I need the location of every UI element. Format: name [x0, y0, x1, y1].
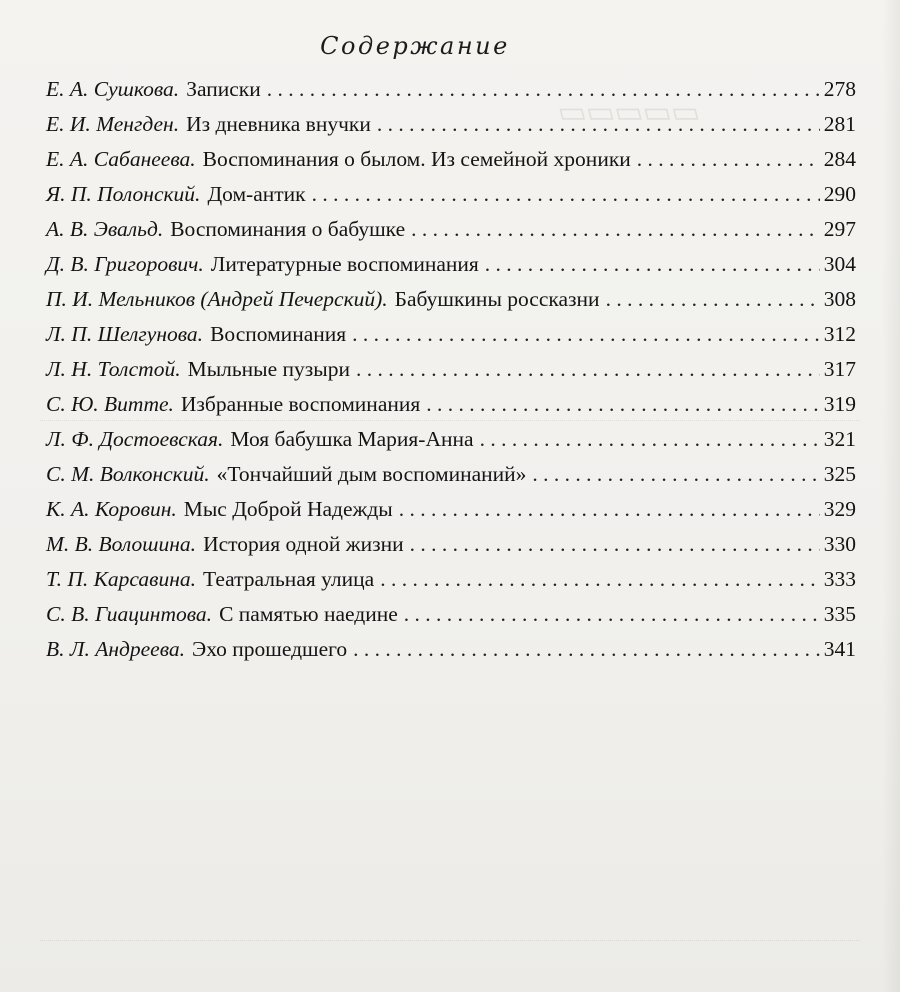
toc-entry[interactable]: [46, 492, 856, 527]
toc-title: Моя бабушка Мария-Анна: [230, 427, 474, 451]
toc-entry[interactable]: [46, 107, 856, 142]
toc-page-number: 329: [823, 497, 856, 521]
dot-leader: [377, 107, 820, 142]
toc-title: Записки: [186, 77, 261, 101]
dot-leader: [267, 72, 820, 107]
toc-title: История одной жизни: [203, 532, 404, 556]
toc-entry[interactable]: [46, 352, 856, 387]
toc-author: В. Л. Андреева.: [46, 637, 186, 661]
toc-page-number: 284: [823, 147, 856, 171]
show-through-heading: ▭▭▭▭▭: [560, 96, 702, 129]
toc-page-number: 341: [823, 637, 856, 661]
toc-page-number: 304: [823, 252, 856, 276]
toc-author: Е. А. Сушкова.: [46, 77, 180, 101]
toc-entry[interactable]: [46, 632, 856, 667]
dot-leader: [426, 387, 819, 422]
toc-entry[interactable]: [46, 142, 856, 177]
toc-title: Мыс Доброй Надежды: [183, 497, 393, 521]
toc-author: М. В. Волошина.: [46, 532, 197, 556]
toc-entry[interactable]: [46, 527, 856, 562]
toc-title: Воспоминания: [210, 322, 347, 346]
dot-leader: [532, 457, 819, 492]
toc-author: А. В. Эвальд.: [46, 217, 164, 241]
dot-leader: [353, 632, 820, 667]
toc-page-number: 290: [823, 182, 856, 206]
dot-leader: [480, 422, 820, 457]
toc-author: Л. Ф. Достоевская.: [46, 427, 224, 451]
dot-leader: [411, 212, 820, 247]
dot-leader: [410, 527, 820, 562]
toc-entry[interactable]: [46, 247, 856, 282]
toc-author: П. И. Мельников (Андрей Печерский).: [46, 287, 388, 311]
toc-entry[interactable]: [46, 562, 856, 597]
toc-entry[interactable]: [46, 72, 856, 107]
toc-page-number: 308: [823, 287, 856, 311]
toc-title: Воспоминания о былом. Из семейной хроники: [202, 147, 631, 171]
toc-title: Избранные воспоминания: [180, 392, 421, 416]
toc-page-number: 312: [823, 322, 856, 346]
dot-leader: [312, 177, 820, 212]
dot-leader: [485, 247, 820, 282]
toc-author: Е. И. Менгден.: [46, 112, 180, 136]
toc-author: Л. Н. Толстой.: [46, 357, 181, 381]
toc-title: Бабушкины россказни: [394, 287, 600, 311]
dot-leader: [380, 562, 820, 597]
toc-title: Театральная улица: [203, 567, 375, 591]
toc-author: Е. А. Сабанеева.: [46, 147, 196, 171]
toc-author: С. М. Волконский.: [46, 462, 210, 486]
toc-page-number: 333: [823, 567, 856, 591]
toc-entry[interactable]: [46, 422, 856, 457]
toc-author: Я. П. Полонский.: [46, 182, 201, 206]
toc-page-number: 317: [823, 357, 856, 381]
toc-page-number: 319: [823, 392, 856, 416]
toc-entry[interactable]: [46, 282, 856, 317]
toc-title: Мыльные пузыри: [187, 357, 350, 381]
dot-leader: [637, 142, 820, 177]
toc-entry[interactable]: [46, 457, 856, 492]
toc-page-number: 325: [823, 462, 856, 486]
toc-page-number: 321: [823, 427, 856, 451]
toc-title: Воспоминания о бабушке: [170, 217, 406, 241]
table-of-contents: [46, 72, 856, 667]
toc-page-number: 335: [823, 602, 856, 626]
toc-entry[interactable]: [46, 597, 856, 632]
toc-page-number: 281: [823, 112, 856, 136]
toc-entry[interactable]: [46, 212, 856, 247]
toc-entry[interactable]: [46, 177, 856, 212]
toc-entry[interactable]: [46, 317, 856, 352]
show-through-line: [40, 920, 860, 941]
dot-leader: [404, 597, 820, 632]
toc-author: С. В. Гиацинтова.: [46, 602, 213, 626]
toc-page-number: 330: [823, 532, 856, 556]
toc-author: Д. В. Григорович.: [46, 252, 204, 276]
toc-title: Эхо прошедшего: [192, 637, 348, 661]
toc-title: Дом-антик: [207, 182, 306, 206]
toc-title: «Тончайший дым воспоминаний»: [216, 462, 527, 486]
toc-author: С. Ю. Витте.: [46, 392, 174, 416]
toc-page-number: 278: [823, 77, 856, 101]
toc-title: Литературные воспоминания: [210, 252, 479, 276]
dot-leader: [606, 282, 820, 317]
toc-author: Л. П. Шелгунова.: [46, 322, 204, 346]
toc-title: Из дневника внучки: [186, 112, 371, 136]
dot-leader: [399, 492, 820, 527]
dot-leader: [352, 317, 820, 352]
page-title: Содержание: [320, 32, 510, 60]
toc-entry[interactable]: [46, 387, 856, 422]
toc-author: К. А. Коровин.: [46, 497, 177, 521]
toc-author: Т. П. Карсавина.: [46, 567, 197, 591]
page-edge-shadow: [882, 0, 900, 992]
toc-title: С памятью наедине: [219, 602, 398, 626]
toc-page-number: 297: [823, 217, 856, 241]
dot-leader: [356, 352, 820, 387]
